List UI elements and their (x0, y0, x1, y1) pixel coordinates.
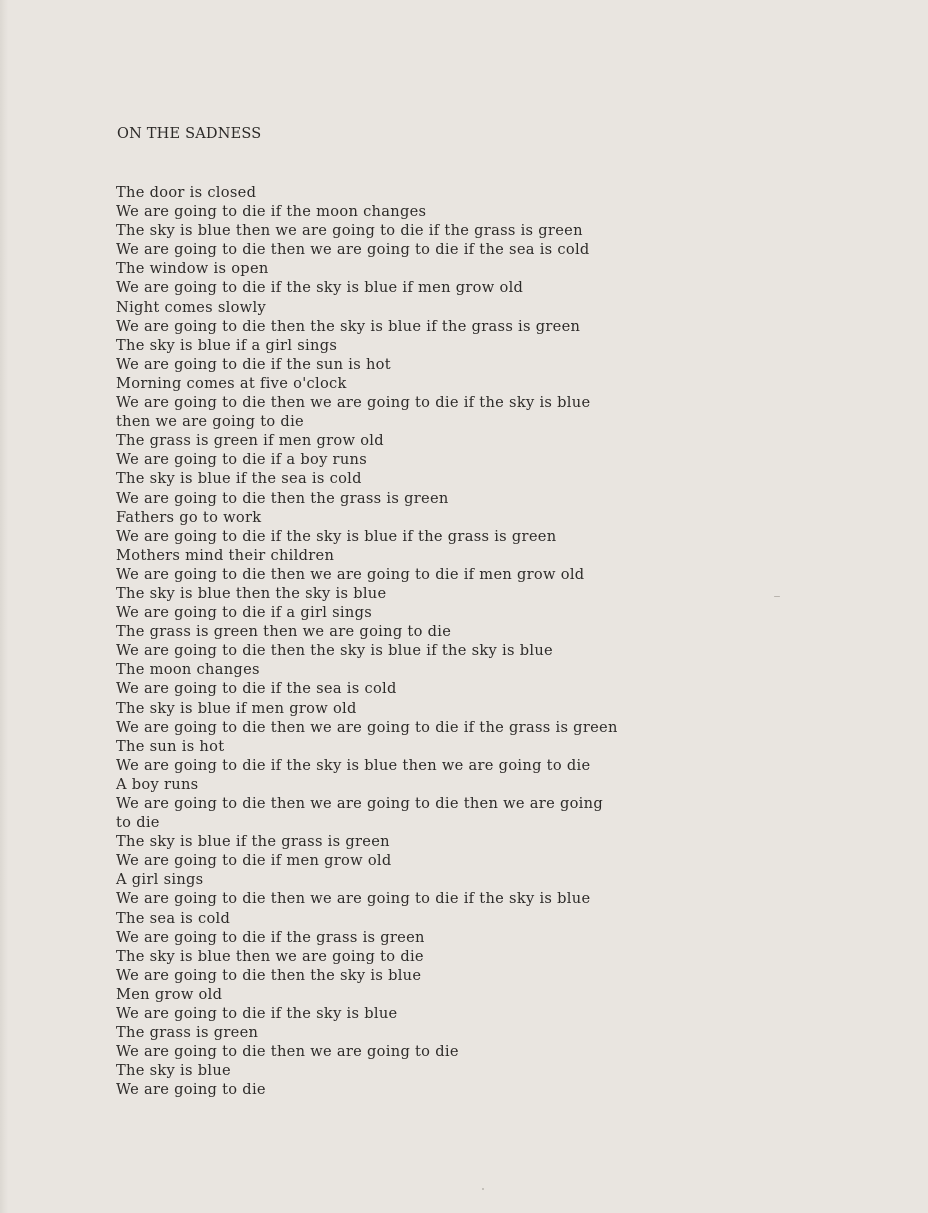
poem-line: The sky is blue if the grass is green (116, 833, 390, 851)
poem-line: The sky is blue (116, 1062, 231, 1080)
poem-line: We are going to die then we are going to die if the sea is cold (116, 241, 590, 259)
poem-line: Mothers mind their children (116, 546, 335, 564)
poem-line: We are going to die if the moon changes (116, 203, 427, 221)
poem-line: We are going to die then the sky is blue if the sky is blue (116, 642, 553, 660)
poem-line: We are going to die (116, 1081, 266, 1099)
poem-line: The sky is blue if men grow old (116, 699, 357, 717)
poem-line: The sky is blue if the sea is cold (116, 470, 362, 488)
poem-line: We are going to die if the sky is blue then we are going to die (116, 756, 591, 774)
poem-line: We are going to die if men grow old (116, 852, 392, 870)
paper-speck (482, 1188, 484, 1190)
poem-line: The moon changes (116, 661, 260, 679)
poem-line: We are going to die if the sky is blue if the grass is green (116, 527, 557, 545)
poem-line: We are going to die then we are going to die if the sky is blue (116, 394, 591, 412)
poem-line: Morning comes at five o'clock (116, 374, 347, 392)
poem-line: We are going to die if the sky is blue if men grow old (116, 279, 524, 297)
poem-body (116, 183, 618, 1100)
paper-edge (0, 0, 8, 1213)
poem-line: A boy runs (116, 775, 199, 793)
poem-line: We are going to die if a girl sings (116, 604, 373, 622)
poem-line: The grass is green (116, 1024, 259, 1042)
poem-line: Fathers go to work (116, 508, 262, 526)
poem-line: The window is open (116, 260, 269, 278)
poem-line: We are going to die if the sea is cold (116, 680, 397, 698)
poem-line: to die (116, 814, 160, 832)
poem-line: We are going to die then we are going to die if men grow old (116, 565, 585, 583)
poem-line: We are going to die if the grass is green (116, 928, 425, 946)
poem-line: We are going to die if the sky is blue (116, 1005, 398, 1023)
poem-line: The grass is green then we are going to die (116, 623, 452, 641)
poem-title: ON THE SADNESS (117, 126, 262, 142)
poem-line: Men grow old (116, 985, 223, 1003)
poem-line: The sea is cold (116, 909, 231, 927)
poem-line: The sky is blue then the sky is blue (116, 584, 387, 602)
poem-line: We are going to die if the sun is hot (116, 355, 391, 373)
poem-line: The sky is blue then we are going to die (116, 947, 424, 965)
poem-line: The sky is blue if a girl sings (116, 336, 338, 354)
poem-line: We are going to die then we are going to die if the sky is blue (116, 890, 591, 908)
poem-line: The sun is hot (116, 737, 225, 755)
poem-line: then we are going to die (116, 413, 304, 431)
poem-line: We are going to die then the sky is blue if the grass is green (116, 317, 581, 335)
poem-line: We are going to die then the grass is green (116, 489, 449, 507)
poem-line: A girl sings (116, 871, 204, 889)
poem-line: The grass is green if men grow old (116, 432, 384, 450)
poem-line: We are going to die then we are going to die then we are going (116, 795, 603, 812)
poem-line: We are going to die then the sky is blue (116, 966, 422, 984)
poem-line: The door is closed (116, 184, 257, 201)
poem-line: We are going to die if a boy runs (116, 451, 368, 469)
paper-speck (774, 596, 780, 597)
poem-line: We are going to die then we are going to die (116, 1043, 459, 1061)
poem-line: We are going to die then we are going to die if the grass is green (116, 718, 618, 736)
poem-line: The sky is blue then we are going to die if the grass is green (116, 222, 583, 240)
poem-line: Night comes slowly (116, 298, 266, 316)
